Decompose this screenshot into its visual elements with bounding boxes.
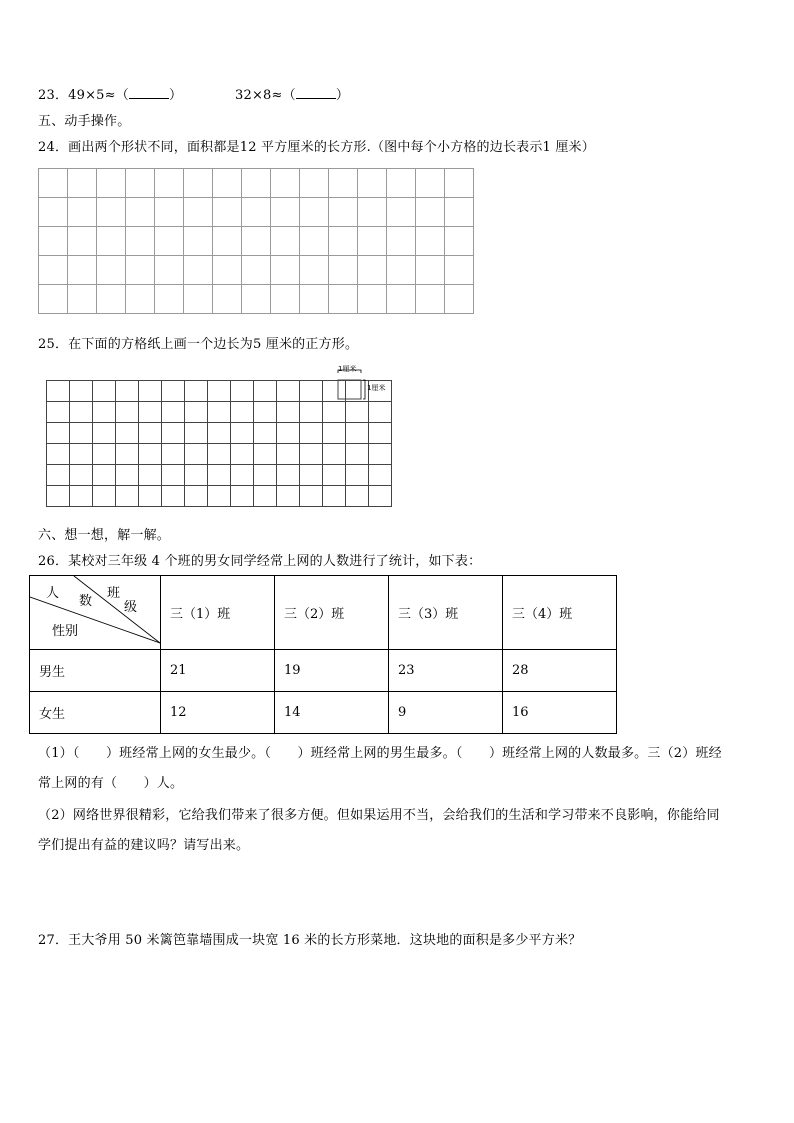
grid-cell[interactable] bbox=[358, 198, 387, 227]
grid-cell[interactable] bbox=[300, 423, 323, 444]
grid-cell[interactable] bbox=[97, 198, 126, 227]
grid-cell[interactable] bbox=[346, 444, 369, 465]
grid-cell[interactable] bbox=[323, 444, 346, 465]
grid-cell[interactable] bbox=[126, 198, 155, 227]
grid-row bbox=[39, 198, 474, 227]
grid-cell[interactable] bbox=[445, 169, 474, 198]
grid-cell[interactable] bbox=[242, 256, 271, 285]
grid-cell[interactable] bbox=[70, 423, 93, 444]
grid-cell[interactable] bbox=[445, 256, 474, 285]
grid-cell[interactable] bbox=[68, 169, 97, 198]
grid-cell[interactable] bbox=[358, 256, 387, 285]
grid-cell[interactable] bbox=[369, 423, 392, 444]
grid-cell[interactable] bbox=[300, 169, 329, 198]
grid-cell[interactable] bbox=[300, 444, 323, 465]
grid-cell[interactable] bbox=[93, 444, 116, 465]
grid-cell[interactable] bbox=[93, 381, 116, 402]
q25-text: 25．在下面的方格纸上画一个边长为5 厘米的正方形。 bbox=[38, 337, 359, 352]
grid-cell[interactable] bbox=[47, 486, 70, 507]
unit-width-label: 1厘米 bbox=[338, 365, 357, 373]
q26-table bbox=[29, 575, 617, 734]
grid-row bbox=[47, 444, 392, 465]
grid-cell[interactable] bbox=[116, 444, 139, 465]
grid-cell[interactable] bbox=[162, 486, 185, 507]
q23-a-close: ） bbox=[168, 88, 183, 103]
q23-a-blank[interactable] bbox=[129, 87, 169, 99]
grid-cell[interactable] bbox=[116, 465, 139, 486]
table-cell: 16 bbox=[503, 692, 617, 734]
grid-cell[interactable] bbox=[139, 486, 162, 507]
grid-cell[interactable] bbox=[277, 465, 300, 486]
grid-cell[interactable] bbox=[242, 169, 271, 198]
table-cell: 21 bbox=[161, 650, 275, 692]
col-header: 三（1）班 bbox=[161, 576, 275, 650]
grid-cell[interactable] bbox=[47, 381, 70, 402]
grid-cell[interactable] bbox=[358, 285, 387, 314]
grid-cell[interactable] bbox=[416, 198, 445, 227]
grid-cell[interactable] bbox=[185, 444, 208, 465]
grid-cell[interactable] bbox=[445, 285, 474, 314]
grid-cell[interactable] bbox=[300, 285, 329, 314]
grid-cell[interactable] bbox=[155, 198, 184, 227]
grid-cell[interactable] bbox=[231, 465, 254, 486]
grid-cell[interactable] bbox=[387, 198, 416, 227]
row-label-girls: 女生 bbox=[30, 692, 161, 734]
grid-cell[interactable] bbox=[277, 402, 300, 423]
grid-cell[interactable] bbox=[97, 169, 126, 198]
grid-cell[interactable] bbox=[369, 444, 392, 465]
grid-row bbox=[39, 285, 474, 314]
grid-cell[interactable] bbox=[369, 486, 392, 507]
grid-cell[interactable] bbox=[208, 465, 231, 486]
grid-cell[interactable] bbox=[126, 227, 155, 256]
grid-cell[interactable] bbox=[39, 227, 68, 256]
q23-b-line bbox=[235, 84, 349, 103]
grid-cell[interactable] bbox=[323, 423, 346, 444]
grid-cell[interactable] bbox=[185, 486, 208, 507]
grid-cell[interactable] bbox=[116, 423, 139, 444]
grid-cell[interactable] bbox=[39, 198, 68, 227]
grid-cell[interactable] bbox=[155, 227, 184, 256]
grid-cell[interactable] bbox=[155, 285, 184, 314]
grid-cell[interactable] bbox=[242, 227, 271, 256]
grid-cell[interactable] bbox=[184, 256, 213, 285]
grid-cell[interactable] bbox=[116, 402, 139, 423]
grid-cell[interactable] bbox=[47, 402, 70, 423]
grid-cell[interactable] bbox=[271, 285, 300, 314]
grid-cell[interactable] bbox=[126, 256, 155, 285]
q24-grid[interactable] bbox=[38, 168, 474, 314]
grid-row bbox=[47, 402, 392, 423]
grid-cell[interactable] bbox=[208, 444, 231, 465]
table-cell: 14 bbox=[275, 692, 389, 734]
grid-cell[interactable] bbox=[139, 465, 162, 486]
grid-cell[interactable] bbox=[116, 486, 139, 507]
grid-cell[interactable] bbox=[185, 402, 208, 423]
grid-cell[interactable] bbox=[358, 227, 387, 256]
grid-cell[interactable] bbox=[416, 227, 445, 256]
q26-sub2-line1: （2）网络世界很精彩，它给我们带来了很多方便。但如果运用不当，会给我们的生活和学习带来不良影响，你能给同 bbox=[38, 808, 720, 823]
q23-a-expr: 23．49×5≈（ bbox=[38, 88, 129, 103]
grid-cell[interactable] bbox=[323, 486, 346, 507]
grid-cell[interactable] bbox=[416, 169, 445, 198]
grid-cell[interactable] bbox=[68, 198, 97, 227]
table-cell: 9 bbox=[389, 692, 503, 734]
grid-cell[interactable] bbox=[126, 169, 155, 198]
grid-row bbox=[47, 486, 392, 507]
grid-cell[interactable] bbox=[97, 285, 126, 314]
grid-cell[interactable] bbox=[155, 169, 184, 198]
grid-cell[interactable] bbox=[300, 486, 323, 507]
label-ji: 级 bbox=[124, 600, 138, 615]
grid-cell[interactable] bbox=[162, 444, 185, 465]
grid-cell[interactable] bbox=[231, 486, 254, 507]
grid-cell[interactable] bbox=[231, 444, 254, 465]
section5-heading: 五、动手操作。 bbox=[38, 114, 131, 129]
grid-cell[interactable] bbox=[184, 227, 213, 256]
q26-sub1-line1: （1）（ ）班经常上网的女生最少。（ ）班经常上网的男生最多。（ ）班经常上网的人数最多。三（2）班经 bbox=[38, 746, 722, 761]
grid-cell[interactable] bbox=[300, 402, 323, 423]
grid-cell[interactable] bbox=[231, 402, 254, 423]
grid-cell[interactable] bbox=[445, 227, 474, 256]
grid-cell[interactable] bbox=[116, 381, 139, 402]
q24-text: 24．画出两个形状不同，面积都是12 平方厘米的长方形.（图中每个小方格的边长表示1 厘米） bbox=[38, 140, 595, 155]
grid-cell[interactable] bbox=[39, 169, 68, 198]
grid-cell[interactable] bbox=[213, 169, 242, 198]
grid-cell[interactable] bbox=[369, 402, 392, 423]
label-shu: 数 bbox=[79, 594, 93, 609]
row-label-boys: 男生 bbox=[30, 650, 161, 692]
grid-cell[interactable] bbox=[329, 256, 358, 285]
grid-cell[interactable] bbox=[277, 423, 300, 444]
grid-cell[interactable] bbox=[254, 402, 277, 423]
grid-cell[interactable] bbox=[126, 285, 155, 314]
grid-cell[interactable] bbox=[277, 486, 300, 507]
table-cell: 12 bbox=[161, 692, 275, 734]
grid-cell[interactable] bbox=[329, 285, 358, 314]
grid-cell[interactable] bbox=[213, 227, 242, 256]
grid-row bbox=[47, 465, 392, 486]
grid-cell[interactable] bbox=[47, 444, 70, 465]
grid-cell[interactable] bbox=[329, 169, 358, 198]
grid-cell[interactable] bbox=[271, 256, 300, 285]
grid-cell[interactable] bbox=[68, 285, 97, 314]
grid-cell[interactable] bbox=[184, 198, 213, 227]
grid-cell[interactable] bbox=[254, 381, 277, 402]
grid-cell[interactable] bbox=[254, 444, 277, 465]
q26-sub1-line2: 常上网的有（ ）人。 bbox=[38, 776, 184, 791]
grid-cell[interactable] bbox=[387, 256, 416, 285]
q23-b-expr: 32×8≈（ bbox=[235, 88, 296, 103]
grid-cell[interactable] bbox=[93, 423, 116, 444]
q23-b-close: ） bbox=[335, 88, 350, 103]
grid-row bbox=[39, 169, 474, 198]
grid-cell[interactable] bbox=[213, 256, 242, 285]
grid-cell[interactable] bbox=[97, 227, 126, 256]
grid-cell[interactable] bbox=[184, 169, 213, 198]
q23-line bbox=[38, 84, 182, 103]
grid-cell[interactable] bbox=[300, 381, 323, 402]
grid-cell[interactable] bbox=[329, 198, 358, 227]
grid-cell[interactable] bbox=[208, 381, 231, 402]
grid-cell[interactable] bbox=[271, 227, 300, 256]
grid-cell[interactable] bbox=[208, 486, 231, 507]
q26-text: 26．某校对三年级 4 个班的男女同学经常上网的人数进行了统计，如下表： bbox=[38, 554, 482, 569]
grid-cell[interactable] bbox=[254, 423, 277, 444]
grid-cell[interactable] bbox=[139, 402, 162, 423]
table-row bbox=[30, 692, 617, 734]
grid-cell[interactable] bbox=[70, 486, 93, 507]
grid-cell[interactable] bbox=[184, 285, 213, 314]
table-cell: 19 bbox=[275, 650, 389, 692]
col-header: 三（2）班 bbox=[275, 576, 389, 650]
grid-cell[interactable] bbox=[139, 423, 162, 444]
unit-height-label: 1厘米 bbox=[367, 384, 386, 392]
grid-cell[interactable] bbox=[185, 423, 208, 444]
grid-cell[interactable] bbox=[208, 402, 231, 423]
grid-cell[interactable] bbox=[162, 402, 185, 423]
grid-row bbox=[47, 423, 392, 444]
grid-cell[interactable] bbox=[329, 227, 358, 256]
grid-cell[interactable] bbox=[346, 465, 369, 486]
grid-cell[interactable] bbox=[323, 465, 346, 486]
grid-row bbox=[39, 227, 474, 256]
grid-cell[interactable] bbox=[231, 423, 254, 444]
grid-cell[interactable] bbox=[416, 285, 445, 314]
grid-cell[interactable] bbox=[47, 465, 70, 486]
q26-sub2-line2: 学们提出有益的建议吗？请写出来。 bbox=[38, 838, 250, 853]
grid-cell[interactable] bbox=[387, 169, 416, 198]
grid-cell[interactable] bbox=[213, 285, 242, 314]
grid-cell[interactable] bbox=[346, 402, 369, 423]
grid-cell[interactable] bbox=[358, 169, 387, 198]
grid-cell[interactable] bbox=[70, 381, 93, 402]
grid-cell[interactable] bbox=[39, 285, 68, 314]
q23-b-blank[interactable] bbox=[296, 87, 336, 99]
grid-cell[interactable] bbox=[271, 169, 300, 198]
grid-cell[interactable] bbox=[97, 256, 126, 285]
grid-cell[interactable] bbox=[300, 256, 329, 285]
grid-cell[interactable] bbox=[254, 465, 277, 486]
grid-cell[interactable] bbox=[68, 227, 97, 256]
grid-cell[interactable] bbox=[445, 198, 474, 227]
grid-cell[interactable] bbox=[208, 423, 231, 444]
grid-cell[interactable] bbox=[70, 465, 93, 486]
grid-cell[interactable] bbox=[93, 486, 116, 507]
grid-cell[interactable] bbox=[271, 198, 300, 227]
grid-cell[interactable] bbox=[323, 402, 346, 423]
grid-cell[interactable] bbox=[155, 256, 184, 285]
label-ren: 人 bbox=[46, 586, 60, 601]
grid-cell[interactable] bbox=[162, 423, 185, 444]
grid-cell[interactable] bbox=[68, 256, 97, 285]
grid-cell[interactable] bbox=[93, 402, 116, 423]
label-xingbie: 性别 bbox=[52, 624, 79, 639]
grid-cell[interactable] bbox=[387, 227, 416, 256]
table-cell: 28 bbox=[503, 650, 617, 692]
grid-cell[interactable] bbox=[300, 465, 323, 486]
grid-cell[interactable] bbox=[162, 381, 185, 402]
grid-cell[interactable] bbox=[70, 402, 93, 423]
col-header: 三（3）班 bbox=[389, 576, 503, 650]
table-row bbox=[30, 650, 617, 692]
grid-cell[interactable] bbox=[387, 285, 416, 314]
section6-heading: 六、想一想，解一解。 bbox=[38, 528, 171, 543]
grid-cell[interactable] bbox=[277, 381, 300, 402]
col-header: 三（4）班 bbox=[503, 576, 617, 650]
grid-cell[interactable] bbox=[39, 256, 68, 285]
grid-cell[interactable] bbox=[93, 465, 116, 486]
grid-cell[interactable] bbox=[139, 444, 162, 465]
grid-cell[interactable] bbox=[185, 381, 208, 402]
grid-cell[interactable] bbox=[277, 444, 300, 465]
grid-cell[interactable] bbox=[416, 256, 445, 285]
grid-cell[interactable] bbox=[254, 486, 277, 507]
table-cell: 23 bbox=[389, 650, 503, 692]
grid-cell[interactable] bbox=[70, 444, 93, 465]
grid-cell[interactable] bbox=[242, 198, 271, 227]
grid-cell[interactable] bbox=[139, 381, 162, 402]
table-diagonal-header bbox=[30, 576, 161, 650]
grid-row bbox=[39, 256, 474, 285]
grid-cell[interactable] bbox=[162, 465, 185, 486]
grid-cell[interactable] bbox=[242, 285, 271, 314]
grid-cell[interactable] bbox=[213, 198, 242, 227]
grid-cell[interactable] bbox=[300, 227, 329, 256]
grid-cell[interactable] bbox=[346, 486, 369, 507]
label-ban: 班 bbox=[107, 586, 121, 601]
grid-cell[interactable] bbox=[346, 423, 369, 444]
grid-cell[interactable] bbox=[47, 423, 70, 444]
table-header-row bbox=[30, 576, 617, 650]
grid-cell[interactable] bbox=[231, 381, 254, 402]
grid-cell[interactable] bbox=[369, 465, 392, 486]
grid-cell[interactable] bbox=[300, 198, 329, 227]
grid-cell[interactable] bbox=[185, 465, 208, 486]
q27-text: 27．王大爷用 50 米篱笆靠墙围成一块宽 16 米的长方形菜地．这块地的面积是多少平方米？ bbox=[38, 933, 582, 948]
